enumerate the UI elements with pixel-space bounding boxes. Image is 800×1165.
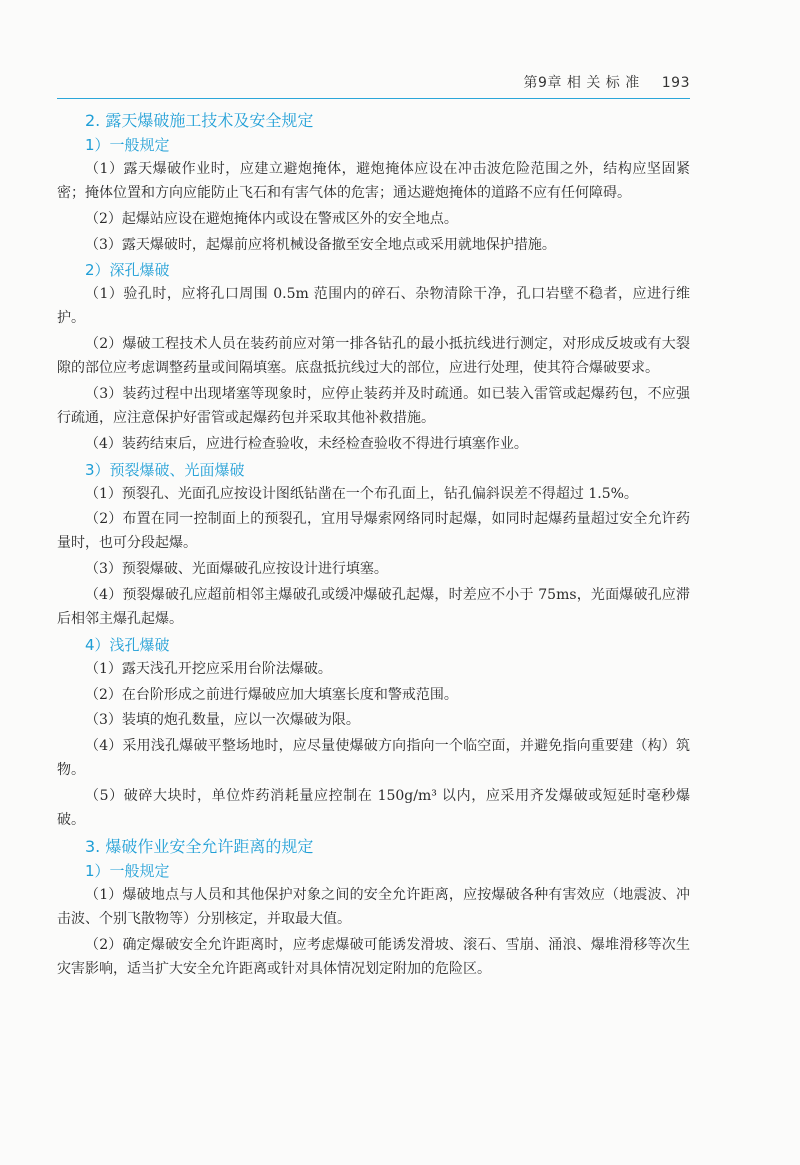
paragraph: （5）破碎大块时，单位炸药消耗量应控制在 150g/m³ 以内，应采用齐发爆破或短延时毫秒爆破。 bbox=[57, 787, 690, 828]
paragraph: （3）预裂爆破、光面爆破孔应按设计进行填塞。 bbox=[85, 561, 388, 578]
paragraph: （2）起爆站应设在避炮掩体内或设在警戒区外的安全地点。 bbox=[85, 210, 458, 227]
paragraph: （1）露天浅孔开挖应采用台阶法爆破。 bbox=[85, 660, 332, 677]
section-heading: 2. 露天爆破施工技术及安全规定 bbox=[85, 111, 314, 130]
subsection-heading: 1）一般规定 bbox=[85, 861, 170, 880]
header-text bbox=[524, 72, 690, 92]
subsection-heading: 3）预裂爆破、光面爆破 bbox=[85, 460, 245, 479]
paragraph: （2）布置在同一控制面上的预裂孔，宜用导爆索网络同时起爆，如同时起爆药量超过安全允许药量时，也可分段起爆。 bbox=[57, 511, 690, 552]
paragraph: （2）确定爆破安全允许距离时，应考虑爆破可能诱发滑坡、滚石、雪崩、涌浪、爆堆滑移等次生灾害影响，适当扩大安全允许距离或针对具体情况划定附加的危险区。 bbox=[57, 936, 690, 977]
paragraph: （1）验孔时，应将孔口周围 0.5m 范围内的碎石、杂物清除干净，孔口岩壁不稳者，应进行维护。 bbox=[57, 286, 690, 327]
paragraph: （2）在台阶形成之前进行爆破应加大填塞长度和警戒范围。 bbox=[85, 686, 458, 703]
paragraph: （4）装药结束后，应进行检查验收，未经检查验收不得进行填塞作业。 bbox=[85, 435, 528, 452]
subsection-heading: 2）深孔爆破 bbox=[85, 261, 170, 280]
paragraph: （3）装填的炮孔数量，应以一次爆破为限。 bbox=[85, 712, 360, 729]
paragraph: （1）爆破地点与人员和其他保护对象之间的安全允许距离，应按爆破各种有害效应（地震波、冲击波、个别飞散物等）分别核定，并取最大值。 bbox=[57, 886, 690, 927]
paragraph: （1）预裂孔、光面孔应按设计图纸钻凿在一个布孔面上，钻孔偏斜误差不得超过 1.5%。 bbox=[85, 485, 638, 502]
paragraph: （1）露天爆破作业时，应建立避炮掩体，避炮掩体应设在冲击波危险范围之外，结构应坚固紧密；掩体位置和方向应能防止飞石和有害气体的危害；通达避炮掩体的道路不应有任何障碍。 bbox=[57, 161, 690, 201]
paragraph: （4）采用浅孔爆破平整场地时，应尽量使爆破方向指向一个临空面，并避免指向重要建（构）筑物。 bbox=[57, 738, 690, 779]
subsection-heading: 1）一般规定 bbox=[85, 136, 170, 154]
paragraph: （3）装药过程中出现堵塞等现象时，应停止装药并及时疏通。如已装入雷管或起爆药包，不应强行疏通，应注意保护好雷管或起爆药包并采取其他补救措施。 bbox=[57, 385, 690, 426]
running-header bbox=[57, 70, 690, 99]
paragraph: （2）爆破工程技术人员在装药前应对第一排各钻孔的最小抵抗线进行测定，对形成反坡或有大裂隙的部位应考虑调整药量或间隔填塞。底盘抵抗线过大的部位，应进行处理，使其符合爆破要求。 bbox=[57, 336, 690, 377]
paragraph: （4）预裂爆破孔应超前相邻主爆破孔或缓冲爆破孔起爆，时差应不小于 75ms，光面爆破孔应滞后相邻主爆孔起爆。 bbox=[57, 586, 690, 627]
page-number: 193 bbox=[661, 75, 690, 91]
chapter-title: 第9章 相 关 标 准 bbox=[523, 75, 640, 91]
paragraph: （3）露天爆破时，起爆前应将机械设备撤至安全地点或采用就地保护措施。 bbox=[85, 236, 556, 253]
section-heading: 3. 爆破作业安全允许距离的规定 bbox=[85, 836, 314, 856]
subsection-heading: 4）浅孔爆破 bbox=[85, 635, 170, 654]
page-body bbox=[57, 106, 690, 983]
